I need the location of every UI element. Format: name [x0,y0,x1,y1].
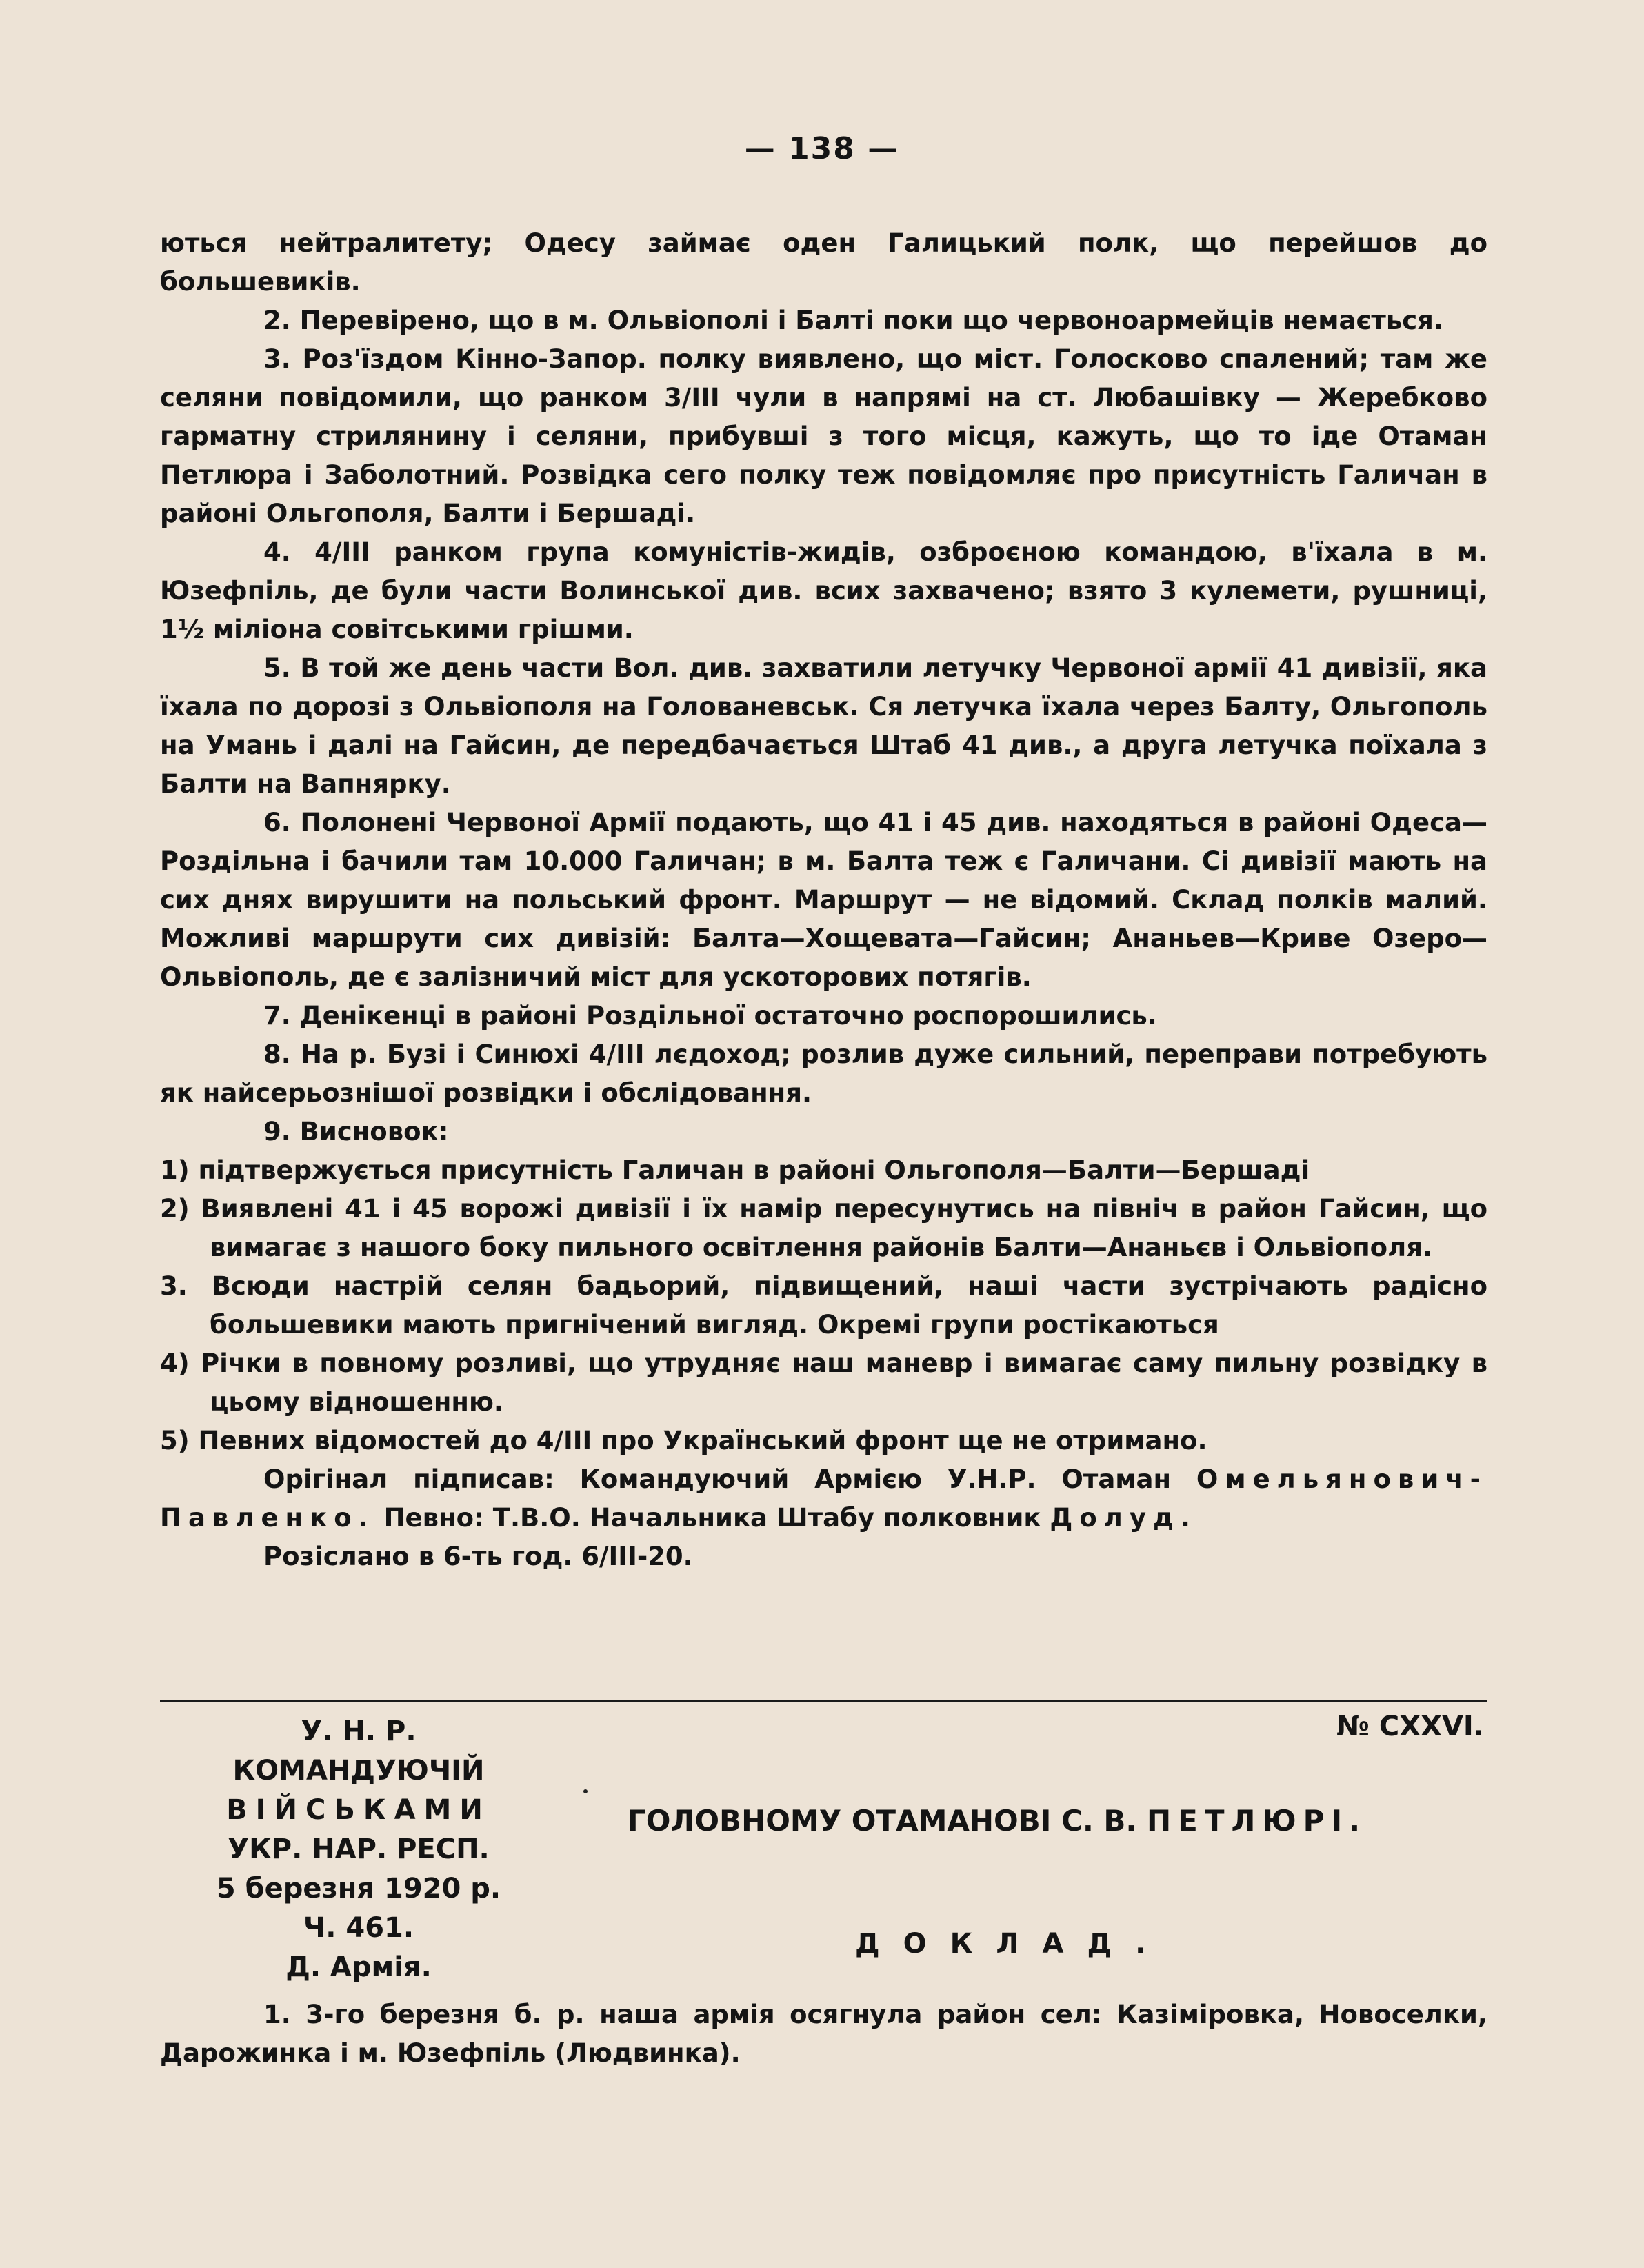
paragraph-7: 7. Денікенці в районі Роздільної остаточно роспорошились. [263,1001,1157,1031]
report-paragraph-1: 1. 3-го березня б. р. наша армія осягнула район сел: Казіміровка, Новоселки, Дарожинка і м. Юзефпіль (Людвинка). [160,2000,1487,2068]
sender-line-3: ВІЙСЬКАМИ [226,1794,491,1826]
signature-name-commander: Омельянович-Павленко. [160,1464,1487,1533]
paragraph-4: 4. 4/III ранком група комуністів-жидів, озброєною командою, в'їхала в м. Юзефпіль, де були части Волинської див. всих захвачено; взято 3 кулемети, рушниці, 1½ міліона совітськими грішми. [160,537,1487,644]
paragraph-9-conclusion: 9. Висновок: [263,1117,449,1146]
sender-line-1: У. Н. Р. [301,1715,417,1747]
section-divider [160,1700,1487,1702]
distribution-note: Розіслано в 6-ть год. 6/III-20. [263,1542,693,1571]
conclusion-item-1: 1) підтвержується присутність Галичан в районі Ольгополя—Балти—Бершаді [160,1155,1310,1185]
conclusion-item-5: 5) Певних відомостей до 4/III про Український фронт ще не отримано. [160,1426,1207,1455]
conclusion-item-4: 4) Річки в повному розливі, що утрудняє наш маневр і вимагає саму пильну розвідку в цьому відношенню. [160,1349,1487,1417]
print-dot [583,1789,588,1793]
signature-text-b: Певно: Т.В.О. Начальника Штабу полковник [374,1503,1050,1533]
paragraph-6: 6. Полонені Червоної Армії подають, що 41 і 45 див. находяться в районі Одеса—Роздільна і бачили там 10.000 Галичан; в м. Балта теж є Галичани. Сі дивізії мають на сих днях вирушити на польський фронт. Маршрут — не відомий. Склад полків малий. Можливі маршрути сих дивізій: Балта—Хощевата—Гайсин; Ананьев—Криве Озеро—Ольвіополь, де є залізничий міст для ускоторових потягів. [160,808,1487,992]
conclusion-item-2: 2) Виявлені 41 і 45 ворожі дивізії і їх намір пересунутись на північ в район Гайсин, що вимагає з нашого боку пильного освітлення районів Балти—Ананьєв і Ольвіополя. [160,1194,1487,1262]
report-title: ДОКЛАД. [855,1928,1170,1960]
body-text [160,224,1487,1576]
sender-line-2: КОМАНДУЮЧІЙ [232,1755,485,1787]
sender-reference-number: Ч. 461. [303,1912,414,1944]
signature-text-a: Орігінал підписав: Командуючий Армією У.Н.Р. Отаман [263,1464,1196,1494]
paragraph-2: 2. Перевірено, що в м. Ольвіополі і Балті поки що червоноармейців немається. [263,306,1443,335]
page-number: — 138 — [744,131,900,166]
sender-block [166,1712,552,1987]
sender-date: 5 березня 1920 р. [216,1873,501,1904]
paragraph-8: 8. На р. Бузі і Синюхі 4/III лєдоход; розлив дуже сильний, переправи потребують як найсерьознішої розвідки і обслідовання. [160,1040,1487,1108]
paragraph-5: 5. В той же день части Вол. див. захватили летучку Червоної армії 41 дивізії, яка їхала по дорозі з Ольвіополя на Голованевськ. Ся летучка їхала через Балту, Ольгополь на Умань і далі на Гайсин, де передбачається Штаб 41 див., а друга летучка поїхала з Балти на Вапнярку. [160,653,1487,799]
conclusion-item-3: 3. Всюди настрій селян бадьорий, підвищений, наші части зустрічають радісно большевики мають пригнічений вигляд. Окремі групи ростікаються [160,1271,1487,1340]
sender-army: Д. Армія. [285,1951,432,1983]
addressee-name: ПЕТЛЮРІ. [1147,1804,1367,1838]
paragraph-continuation: ються нейтралитету; Одесу займає оден Галицький полк, що перейшов до большевиків. [160,228,1487,297]
addressee-text: ГОЛОВНОМУ ОТАМАНОВІ С. В. [628,1804,1147,1838]
document-number: № CXXVI. [1336,1711,1484,1742]
signature-paragraph [160,1460,1487,1538]
addressee [628,1804,1367,1838]
signature-name-chief-of-staff: Долуд. [1050,1503,1197,1533]
report-text [160,1996,1487,2073]
sender-line-4: УКР. НАР. РЕСП. [228,1833,490,1865]
paragraph-3: 3. Роз'їздом Кінно-Запор. полку виявлено, що міст. Голосково спалений; там же селяни повідомили, що ранком 3/III чули в напрямі на ст. Любашівку — Жеребково гарматну стрилянину і селяни, прибувші з того місця, кажуть, що то іде Отаман Петлюра і Заболотний. Розвідка сего полку теж повідомляє про присутність Галичан в районі Ольгополя, Балти і Бершаді. [160,344,1487,528]
